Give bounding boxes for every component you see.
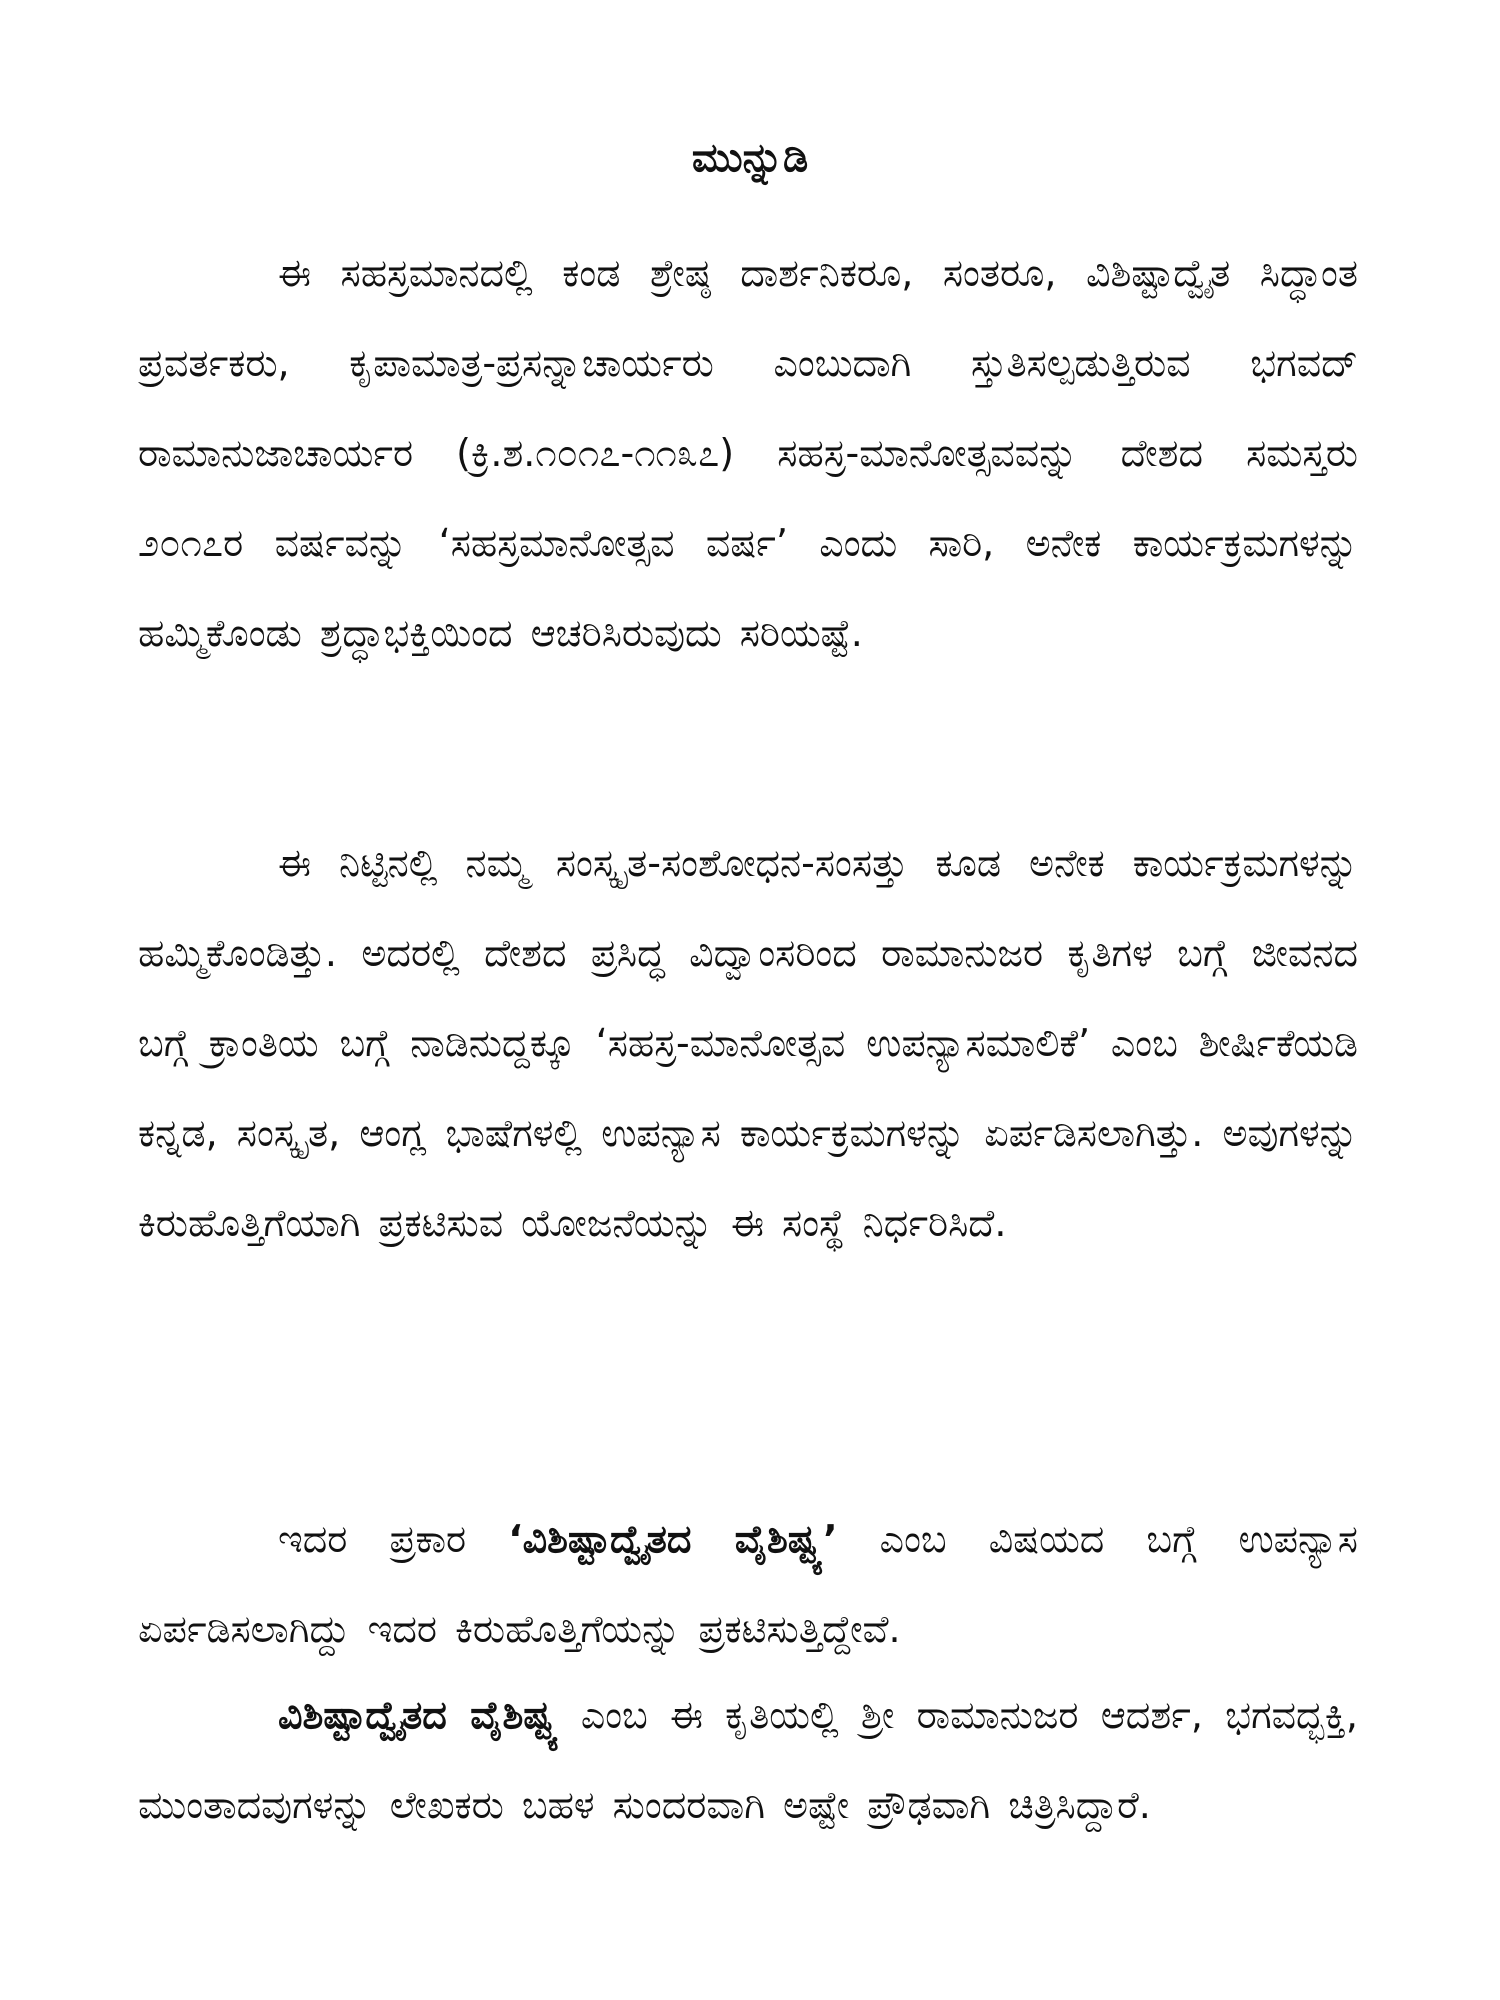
paragraph-4-post: ಎಂಬ ಈ ಕೃತಿಯಲ್ಲಿ ಶ್ರೀ ರಾಮಾನುಜರ ಆದರ್ಶ, ಭಗವದ್ಭಕ್ತಿ, ಮುಂತಾದವುಗಳನ್ನು ಲೇಖಕರು ಬಹಳ ಸುಂದರವಾಗಿ ಅಷ್ಟೇ ಪ್ರೌಢವಾಗಿ ಚಿತ್ರಿಸಿದ್ದಾರೆ. bbox=[138, 1693, 1358, 1827]
paragraph-3-pre: ಇದರ ಪ್ರಕಾರ bbox=[278, 1517, 509, 1561]
page-title: ಮುನ್ನುಡಿ bbox=[691, 135, 809, 181]
paragraph-1-text: ಈ ಸಹಸ್ರಮಾನದಲ್ಲಿ ಕಂಡ ಶ್ರೇಷ್ಠ ದಾರ್ಶನಿಕರೂ, ಸಂತರೂ, ವಿಶಿಷ್ಟಾದ್ವೈತ ಸಿದ್ಧಾಂತ ಪ್ರವರ್ತಕರು, ಕೃಪಾಮಾತ್ರ-ಪ್ರಸನ್ನಾಚಾರ್ಯರು ಎಂಬುದಾಗಿ ಸ್ತುತಿಸಲ್ಪಡುತ್ತಿರುವ ಭಗವದ್ ರಾಮಾನುಜಾಚಾರ್ಯರ (ಕ್ರಿ.ಶ.೧೦೧೭-೧೧೩೭) ಸಹಸ್ರ-ಮಾನೋತ್ಸವವನ್ನು ದೇಶದ ಸಮಸ್ತರು ೨೦೧೭ರ ವರ್ಷವನ್ನು ‘ಸಹಸ್ರಮಾನೋತ್ಸವ ವರ್ಷ’ ಎಂದು ಸಾರಿ, ಅನೇಕ ಕಾರ್ಯಕ್ರಮಗಳನ್ನು ಹಮ್ಮಿಕೊಂಡು ಶ್ರದ್ಧಾಭಕ್ತಿಯಿಂದ ಆಚರಿಸಿರುವುದು ಸರಿಯಷ್ಟೆ. bbox=[138, 251, 1358, 655]
paragraph-3 bbox=[138, 1494, 1358, 1674]
paragraph-3-bold-title: ‘ವಿಶಿಷ್ಟಾದ್ವೈತದ ವೈಶಿಷ್ಟ್ಯ’ bbox=[508, 1517, 838, 1561]
paragraph-3-post: ಎಂಬ ವಿಷಯದ ಬಗ್ಗೆ ಉಪನ್ಯಾಸ ಏರ್ಪಡಿಸಲಾಗಿದ್ದು ಇದರ ಕಿರುಹೊತ್ತಿಗೆಯನ್ನು ಪ್ರಕಟಿಸುತ್ತಿದ್ದೇವೆ. bbox=[138, 1517, 1358, 1651]
paragraph-4 bbox=[138, 1670, 1358, 1850]
paragraph-2-text: ಈ ನಿಟ್ಟಿನಲ್ಲಿ ನಮ್ಮ ಸಂಸ್ಕೃತ-ಸಂಶೋಧನ-ಸಂಸತ್ತು ಕೂಡ ಅನೇಕ ಕಾರ್ಯಕ್ರಮಗಳನ್ನು ಹಮ್ಮಿಕೊಂಡಿತ್ತು. ಅದರಲ್ಲಿ ದೇಶದ ಪ್ರಸಿದ್ಧ ವಿದ್ವಾಂಸರಿಂದ ರಾಮಾನುಜರ ಕೃತಿಗಳ ಬಗ್ಗೆ ಜೀವನದ ಬಗ್ಗೆ ಕ್ರಾಂತಿಯ ಬಗ್ಗೆ ನಾಡಿನುದ್ದಕ್ಕೂ ‘ಸಹಸ್ರ-ಮಾನೋತ್ಸವ ಉಪನ್ಯಾಸಮಾಲಿಕೆ’ ಎಂಬ ಶೀರ್ಷಿಕೆಯಡಿ ಕನ್ನಡ, ಸಂಸ್ಕೃತ, ಆಂಗ್ಲ ಭಾಷೆಗಳಲ್ಲಿ ಉಪನ್ಯಾಸ ಕಾರ್ಯಕ್ರಮಗಳನ್ನು ಏರ್ಪಡಿಸಲಾಗಿತ್ತು. ಅವುಗಳನ್ನು ಕಿರುಹೊತ್ತಿಗೆಯಾಗಿ ಪ್ರಕಟಿಸುವ ಯೋಜನೆಯನ್ನು ಈ ಸಂಸ್ಥೆ ನಿರ್ಧರಿಸಿದೆ. bbox=[138, 841, 1358, 1245]
paragraph-2 bbox=[138, 818, 1358, 1268]
paragraph-4-bold-title: ವಿಶಿಷ್ಟಾದ್ವೈತದ ವೈಶಿಷ್ಟ್ಯ bbox=[278, 1693, 559, 1737]
paragraph-1 bbox=[138, 228, 1358, 678]
